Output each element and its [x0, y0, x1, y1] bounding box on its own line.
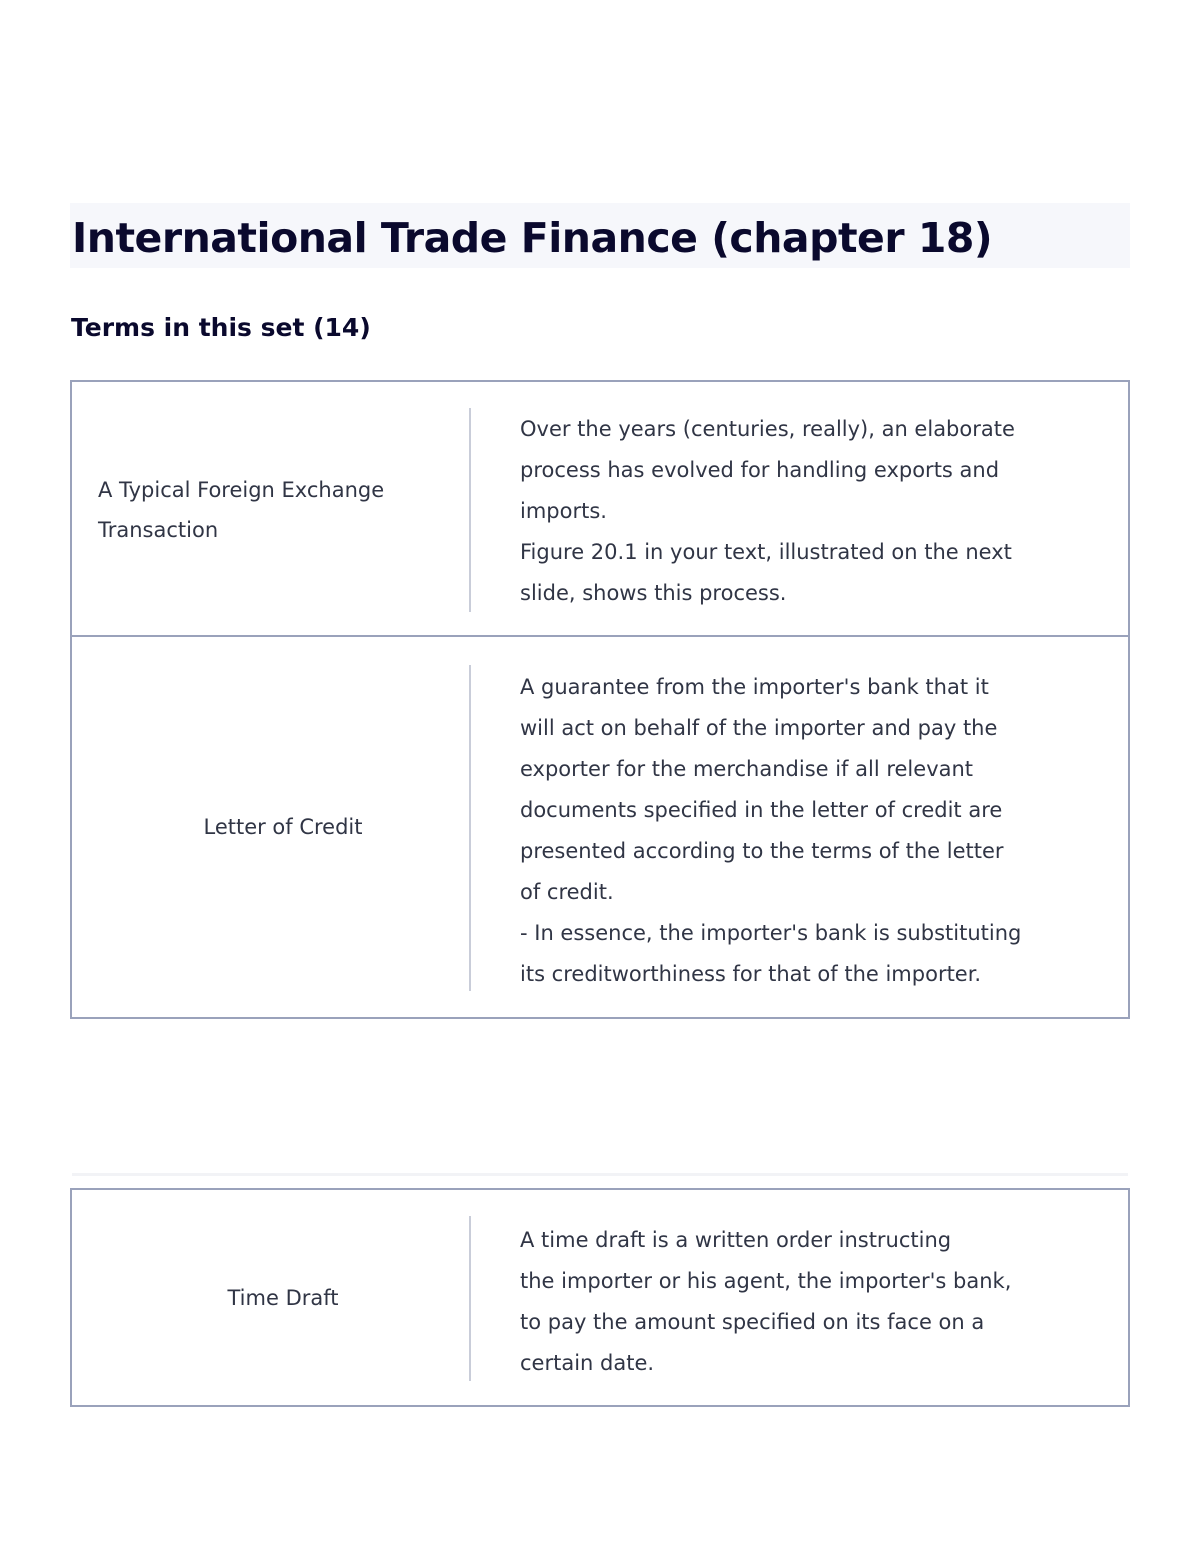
flashcard-row [70, 380, 1130, 639]
card-term [98, 382, 468, 637]
card-term-text: Letter of Credit [203, 815, 363, 839]
card-term-text: A Typical Foreign Exchange Transaction [98, 477, 385, 542]
page-title: International Trade Finance (chapter 18) [72, 214, 993, 262]
card-term [98, 637, 468, 1017]
card-term-text: Time Draft [227, 1285, 339, 1310]
card-definition: A guarantee from the importer's bank that it will act on behalf of the importer and pay the exporter for the merchandise if all relevant documents specified in the letter of credit are presented according to the terms of the letter of credit. - In essence, the importer's bank is substituting its creditworthiness for that of the importer. [520, 675, 1022, 986]
terms-count-heading: Terms in this set (14) [71, 313, 371, 342]
card-term [98, 1190, 468, 1405]
flashcard-row [70, 635, 1130, 1019]
card-divider [469, 1216, 471, 1381]
card-divider [469, 408, 471, 612]
card-definition: A time draft is a written order instructing the importer or his agent, the importer's bank, to pay the amount specified on its face on a certain date. [520, 1228, 1012, 1375]
card-divider [469, 665, 471, 991]
page-separator [72, 1173, 1128, 1176]
flashcard-row [70, 1188, 1130, 1407]
card-definition: Over the years (centuries, really), an elaborate process has evolved for handling exports and imports. Figure 20.1 in your text, illustrated on the next slide, shows this process. [520, 417, 1015, 605]
